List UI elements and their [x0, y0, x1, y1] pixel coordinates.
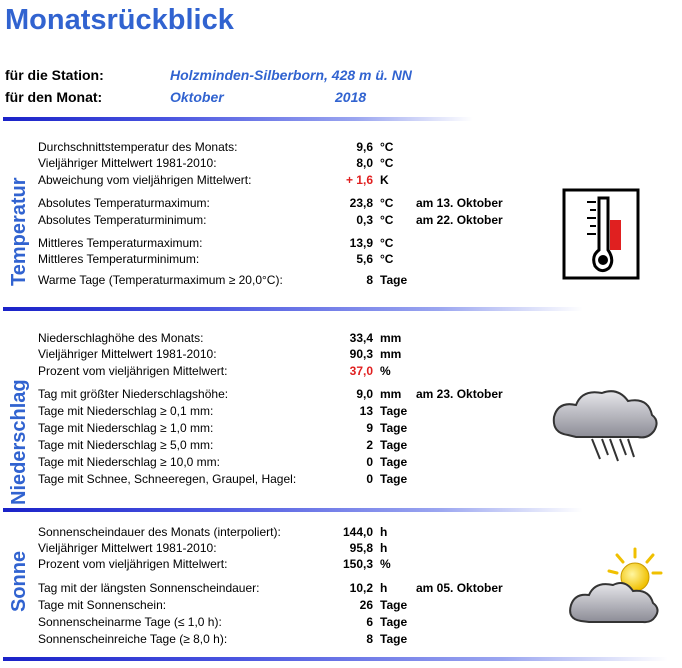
row-value: 13,9: [349, 236, 373, 250]
row-value: 0: [366, 455, 373, 469]
row-unit: h: [380, 525, 388, 539]
row-label: Niederschlaghöhe des Monats:: [38, 331, 204, 345]
row-value: 10,2: [349, 581, 373, 595]
row-label: Tage mit Niederschlag ≥ 1,0 mm:: [38, 421, 214, 435]
row-value: 13: [359, 404, 373, 418]
row-value: 8: [366, 273, 373, 287]
row-label: Sonnenscheinreiche Tage (≥ 8,0 h):: [38, 632, 228, 646]
row-unit: Tage: [380, 598, 408, 612]
row-value: 33,4: [349, 331, 373, 345]
row-unit: Tage: [380, 421, 408, 435]
row-unit: %: [380, 557, 391, 571]
page-title: Monatsrückblick: [5, 4, 234, 36]
row-unit: mm: [380, 331, 402, 345]
row-unit: h: [380, 581, 388, 595]
row-label: Tag mit der längsten Sonnenscheindauer:: [38, 581, 260, 595]
station-value: Holzminden-Silberborn, 428 m ü. NN: [170, 67, 412, 83]
row-label: Abweichung vom vieljährigen Mittelwert:: [38, 173, 252, 187]
row-label: Sonnenscheinarme Tage (≤ 1,0 h):: [38, 615, 222, 629]
row-label: Durchschnittstemperatur des Monats:: [38, 140, 238, 154]
row-value: 26: [359, 598, 373, 612]
row-label: Vieljähriger Mittelwert 1981-2010:: [38, 156, 217, 170]
row-value: 144,0: [342, 525, 373, 539]
row-value: 9,0: [356, 387, 373, 401]
row-unit: Tage: [380, 615, 408, 629]
row-value: + 1,6: [345, 173, 373, 187]
row-unit: mm: [380, 347, 402, 361]
row-value: 95,8: [349, 541, 373, 555]
row-value: 0: [366, 472, 373, 486]
divider-bottom: [3, 657, 668, 661]
row-label: Tage mit Niederschlag ≥ 0,1 mm:: [38, 404, 214, 418]
row-label: Absolutes Temperaturmaximum:: [38, 196, 210, 210]
row-value: 150,3: [342, 557, 373, 571]
row-label: Vieljähriger Mittelwert 1981-2010:: [38, 347, 217, 361]
row-unit: °C: [380, 156, 394, 170]
row-label: Tage mit Sonnenschein:: [38, 598, 167, 612]
row-value: 8: [366, 632, 373, 646]
row-date: am 22. Oktober: [416, 213, 503, 227]
row-value: 37,0: [349, 364, 373, 378]
row-unit: °C: [380, 140, 394, 154]
divider-temperatur: [3, 307, 583, 311]
row-value: 9: [366, 421, 373, 435]
row-label: Prozent vom vieljährigen Mittelwert:: [38, 557, 228, 571]
station-label: für die Station:: [5, 67, 104, 83]
thermometer-icon: [562, 188, 640, 280]
row-unit: °C: [380, 252, 394, 266]
row-unit: Tage: [380, 472, 408, 486]
section-label-sonne: Sonne: [8, 550, 30, 612]
row-label: Tage mit Niederschlag ≥ 10,0 mm:: [38, 455, 220, 469]
row-unit: °C: [380, 213, 394, 227]
row-label: Vieljähriger Mittelwert 1981-2010:: [38, 541, 217, 555]
row-label: Tage mit Niederschlag ≥ 5,0 mm:: [38, 438, 214, 452]
sun-cloud-icon: [565, 545, 670, 630]
row-unit: Tage: [380, 455, 408, 469]
year-value: 2018: [335, 89, 367, 105]
row-unit: h: [380, 541, 388, 555]
rain-cloud-icon: [548, 383, 663, 468]
row-value: 2: [366, 438, 373, 452]
row-value: 9,6: [356, 140, 373, 154]
row-unit: K: [380, 173, 389, 187]
row-label: Mittleres Temperaturmaximum:: [38, 236, 203, 250]
section-label-temperatur: Temperatur: [8, 177, 30, 286]
row-label: Prozent vom vieljährigen Mittelwert:: [38, 364, 228, 378]
divider-top: [3, 117, 473, 121]
row-unit: Tage: [380, 438, 408, 452]
row-value: 8,0: [356, 156, 373, 170]
row-date: am 13. Oktober: [416, 196, 503, 210]
row-unit: Tage: [380, 273, 408, 287]
divider-niederschlag: [3, 508, 583, 512]
row-value: 23,8: [349, 196, 373, 210]
row-unit: %: [380, 364, 391, 378]
row-date: am 23. Oktober: [416, 387, 503, 401]
row-unit: °C: [380, 196, 394, 210]
month-value: Oktober: [170, 89, 224, 105]
row-label: Tage mit Schnee, Schneeregen, Graupel, Hagel:: [38, 472, 297, 486]
row-value: 6: [366, 615, 373, 629]
row-label: Warme Tage (Temperaturmaximum ≥ 20,0°C):: [38, 273, 283, 287]
row-label: Tag mit größter Niederschlagshöhe:: [38, 387, 229, 401]
row-value: 90,3: [349, 347, 373, 361]
section-label-niederschlag: Niederschlag: [8, 379, 30, 505]
row-value: 0,3: [356, 213, 373, 227]
row-unit: mm: [380, 387, 402, 401]
row-unit: Tage: [380, 404, 408, 418]
row-label: Sonnenscheindauer des Monats (interpoliert):: [38, 525, 281, 539]
row-label: Mittleres Temperaturminimum:: [38, 252, 200, 266]
row-value: 5,6: [356, 252, 373, 266]
row-unit: Tage: [380, 632, 408, 646]
row-unit: °C: [380, 236, 394, 250]
row-date: am 05. Oktober: [416, 581, 503, 595]
row-label: Absolutes Temperaturminimum:: [38, 213, 207, 227]
month-label: für den Monat:: [5, 89, 103, 105]
